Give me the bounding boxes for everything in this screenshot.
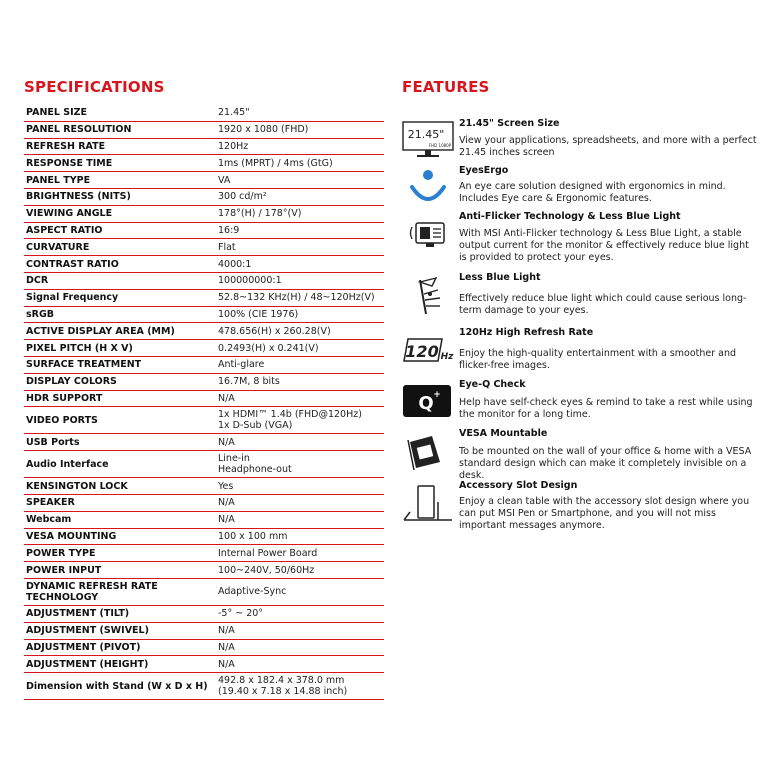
spec-value — [218, 309, 384, 320]
spec-value-line: N/A — [218, 625, 235, 637]
spec-value-line: Headphone-out — [218, 464, 292, 476]
spec-label: DCR — [26, 275, 49, 287]
spec-row — [24, 623, 384, 640]
spec-value-line: 1x HDMI™ 1.4b (FHD@120Hz) — [218, 409, 362, 421]
spec-value-line: 478.656(H) x 260.28(V) — [218, 325, 331, 337]
feature-title: VESA Mountable — [459, 428, 548, 439]
spec-label: Audio Interface — [26, 458, 109, 470]
spec-row — [24, 495, 384, 512]
vesa-mount-icon — [402, 432, 454, 472]
spec-row — [24, 307, 384, 324]
feature-description: View your applications, spreadsheets, and more with a perfect 21.45 inches screen — [459, 135, 757, 158]
spec-value — [218, 259, 384, 270]
spec-value — [218, 514, 384, 525]
spec-value-line: Yes — [218, 480, 234, 492]
spec-label: PIXEL PITCH (H X V) — [26, 342, 133, 354]
spec-label: VESA MOUNTING — [26, 530, 117, 542]
spec-label: VIEWING ANGLE — [26, 208, 113, 220]
spec-row — [24, 189, 384, 206]
spec-value-line: Internal Power Board — [218, 547, 318, 559]
spec-value — [218, 675, 384, 697]
feature-description: Enjoy a clean table with the accessory slot design where you can put MSI Pen or Smartphone, and you will not miss important messages anymore. — [459, 496, 750, 531]
spec-label: DISPLAY COLORS — [26, 376, 117, 388]
spec-row — [24, 374, 384, 391]
spec-row — [24, 340, 384, 357]
spec-label: sRGB — [26, 308, 55, 320]
spec-row — [24, 172, 384, 189]
spec-row — [24, 434, 384, 451]
spec-row — [24, 529, 384, 546]
spec-value-line: 100 x 100 mm — [218, 530, 288, 542]
spec-value — [218, 548, 384, 559]
spec-row — [24, 451, 384, 478]
spec-value-line: N/A — [218, 514, 235, 526]
refresh-rate-icon — [402, 335, 454, 375]
spec-row — [24, 357, 384, 374]
spec-value-line: N/A — [218, 658, 235, 670]
spec-label: POWER TYPE — [26, 547, 96, 559]
spec-label: ADJUSTMENT (HEIGHT) — [26, 658, 149, 670]
spec-value-line: 1920 x 1080 (FHD) — [218, 124, 309, 136]
specifications-table — [24, 105, 384, 700]
features-heading: FEATURES — [402, 78, 490, 96]
feature-description: To be mounted on the wall of your office & home with a VESA standard design which can make it completely invisible on a desk. — [459, 446, 752, 481]
spec-value-line: 1x D-Sub (VGA) — [218, 420, 293, 432]
spec-row — [24, 391, 384, 408]
spec-value — [218, 497, 384, 508]
spec-value-line: 21.45" — [218, 107, 250, 119]
spec-label: PANEL SIZE — [26, 107, 87, 119]
spec-value-line: N/A — [218, 641, 235, 653]
spec-row — [24, 206, 384, 223]
spec-row — [24, 139, 384, 156]
spec-value — [218, 225, 384, 236]
spec-label: Webcam — [26, 514, 72, 526]
spec-label: ACTIVE DISPLAY AREA (MM) — [26, 325, 175, 337]
spec-value-line: 16.7M, 8 bits — [218, 376, 280, 388]
spec-label: ADJUSTMENT (PIVOT) — [26, 641, 141, 653]
spec-row — [24, 290, 384, 307]
spec-value-line: 100000000:1 — [218, 275, 282, 287]
spec-row — [24, 640, 384, 657]
spec-value-line: Adaptive-Sync — [218, 586, 287, 598]
spec-row — [24, 673, 384, 700]
spec-value-line: N/A — [218, 497, 235, 509]
spec-row — [24, 562, 384, 579]
spec-value-line: 0.2493(H) x 0.241(V) — [218, 342, 319, 354]
spec-label: CURVATURE — [26, 241, 90, 253]
svg-text:+: + — [433, 390, 441, 400]
spec-label: ADJUSTMENT (SWIVEL) — [26, 625, 149, 637]
spec-value — [218, 343, 384, 354]
feature-title: Less Blue Light — [459, 272, 541, 283]
spec-value-line: -5° ~ 20° — [218, 608, 264, 620]
feature-title: Accessory Slot Design — [459, 480, 578, 491]
spec-value — [218, 242, 384, 253]
spec-label: Signal Frequency — [26, 292, 119, 304]
accessory-slot-icon — [402, 482, 454, 522]
spec-value-line: Anti-glare — [218, 359, 265, 371]
spec-value-line: 300 cd/m² — [218, 191, 267, 203]
spec-label: PANEL RESOLUTION — [26, 124, 132, 136]
spec-row — [24, 656, 384, 673]
spec-row — [24, 239, 384, 256]
spec-row — [24, 579, 384, 606]
spec-label: SPEAKER — [26, 497, 75, 509]
spec-row — [24, 256, 384, 273]
feature-title: 21.45" Screen Size — [459, 118, 560, 129]
spec-value — [218, 175, 384, 186]
eyesergo-icon — [402, 167, 454, 207]
feature-description: An eye care solution designed with ergonomics in mind. Includes Eye care & Ergonomic features. — [459, 181, 726, 204]
spec-label: Dimension with Stand (W x D x H) — [26, 680, 208, 692]
spec-value — [218, 191, 384, 202]
feature-description: Help have self-check eyes & remind to take a rest while using the monitor for a long time. — [459, 397, 753, 420]
feature-title: Anti-Flicker Technology & Less Blue Light — [459, 211, 681, 222]
spec-label: BRIGHTNESS (NITS) — [26, 191, 131, 203]
spec-label: USB Ports — [26, 436, 80, 448]
spec-label: ASPECT RATIO — [26, 224, 103, 236]
svg-text:Q: Q — [418, 393, 434, 414]
spec-value — [218, 625, 384, 636]
spec-value-line: 52.8~132 KHz(H) / 48~120Hz(V) — [218, 292, 375, 304]
spec-value — [218, 608, 384, 619]
spec-value-line: N/A — [218, 436, 235, 448]
feature-description: Effectively reduce blue light which could cause serious long-term damage to your eyes. — [459, 293, 747, 316]
spec-row — [24, 545, 384, 562]
spec-value-line: 1ms (MPRT) / 4ms (GtG) — [218, 157, 333, 169]
spec-value — [218, 326, 384, 337]
spec-label: ADJUSTMENT (TILT) — [26, 608, 130, 620]
less-blue-light-icon — [402, 276, 454, 316]
spec-label: POWER INPUT — [26, 564, 102, 576]
spec-row — [24, 512, 384, 529]
spec-value-line: 100~240V, 50/60Hz — [218, 564, 315, 576]
spec-value — [218, 453, 384, 475]
spec-label: CONTRAST RATIO — [26, 258, 119, 270]
spec-label: RESPONSE TIME — [26, 157, 113, 169]
feature-title: Eye-Q Check — [459, 379, 526, 390]
spec-row — [24, 323, 384, 340]
spec-value — [218, 124, 384, 135]
spec-value — [218, 359, 384, 370]
spec-value-line: 100% (CIE 1976) — [218, 308, 299, 320]
spec-label: SURFACE TREATMENT — [26, 359, 142, 371]
spec-value-line: Line-in — [218, 453, 250, 465]
anti-flicker-icon — [402, 219, 454, 259]
spec-value-line: 178°(H) / 178°(V) — [218, 208, 302, 220]
spec-row — [24, 273, 384, 290]
spec-value — [218, 275, 384, 286]
spec-value — [218, 393, 384, 404]
feature-title: EyesErgo — [459, 165, 509, 176]
spec-label: VIDEO PORTS — [26, 414, 98, 426]
svg-text:FHD 1080P: FHD 1080P — [428, 143, 452, 148]
feature-description: Enjoy the high-quality entertainment with a smoother and flicker-free images. — [459, 348, 737, 371]
spec-value-line: 4000:1 — [218, 258, 252, 270]
spec-value — [218, 208, 384, 219]
spec-value-line: Flat — [218, 241, 236, 253]
svg-text:Hz: Hz — [440, 352, 454, 362]
svg-text:21.45": 21.45" — [407, 128, 445, 141]
spec-value — [218, 437, 384, 448]
spec-row — [24, 122, 384, 139]
spec-value-line: (19.40 x 7.18 x 14.88 inch) — [218, 686, 348, 698]
spec-label: HDR SUPPORT — [26, 392, 103, 404]
feature-description: With MSI Anti-Flicker technology & Less Blue Light, a stable output current for the monitor & effectively reduce blue light is provided to protect your eyes. — [459, 228, 749, 263]
spec-row — [24, 407, 384, 434]
spec-value — [218, 531, 384, 542]
spec-value — [218, 642, 384, 653]
spec-row — [24, 105, 384, 122]
spec-value — [218, 409, 384, 431]
spec-value — [218, 481, 384, 492]
monitor-size-icon — [402, 120, 454, 160]
spec-label: REFRESH RATE — [26, 140, 106, 152]
spec-label: PANEL TYPE — [26, 174, 91, 186]
spec-value — [218, 565, 384, 576]
spec-row — [24, 155, 384, 172]
spec-value-line: VA — [218, 174, 231, 186]
svg-text:120: 120 — [405, 342, 439, 361]
spec-value — [218, 292, 384, 303]
eye-q-check-icon — [402, 383, 454, 423]
spec-row — [24, 606, 384, 623]
spec-value — [218, 141, 384, 152]
spec-value-line: 492.8 x 182.4 x 378.0 mm — [218, 675, 345, 687]
spec-value — [218, 659, 384, 670]
spec-value — [218, 376, 384, 387]
spec-label: KENSINGTON LOCK — [26, 480, 128, 492]
spec-value-line: 16:9 — [218, 224, 240, 236]
spec-value — [218, 158, 384, 169]
spec-value-line: N/A — [218, 392, 235, 404]
spec-value — [218, 107, 384, 118]
spec-value-line: 120Hz — [218, 140, 249, 152]
specifications-heading: SPECIFICATIONS — [24, 78, 165, 96]
spec-row — [24, 223, 384, 240]
spec-row — [24, 478, 384, 495]
feature-title: 120Hz High Refresh Rate — [459, 327, 594, 338]
spec-label: DYNAMIC REFRESH RATE TECHNOLOGY — [26, 580, 158, 603]
spec-value — [218, 586, 384, 597]
